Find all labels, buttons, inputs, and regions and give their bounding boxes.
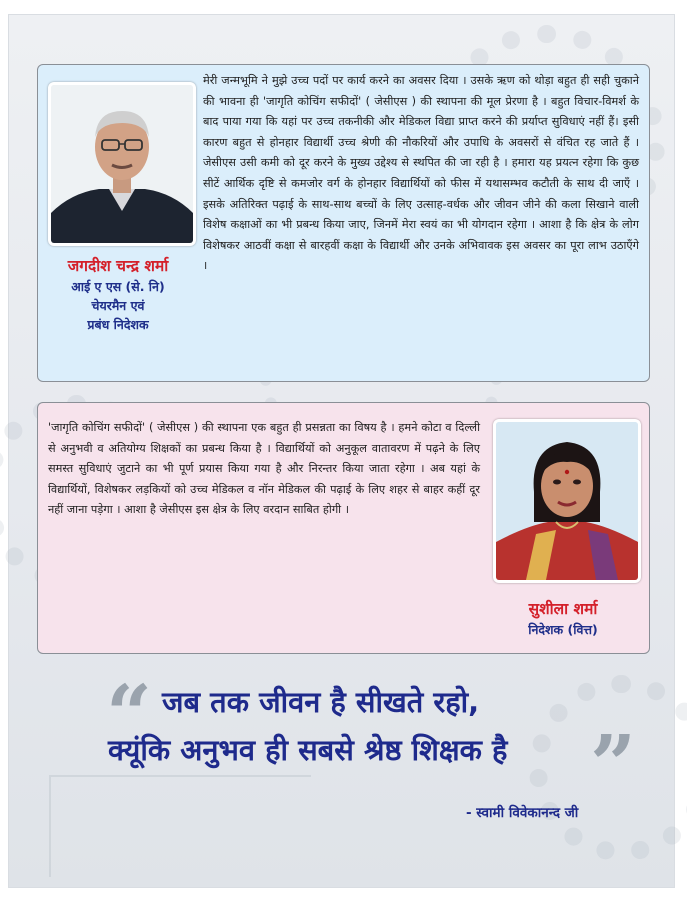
director-name: सुशीला शर्मा [528,600,598,618]
chairman-photo [48,82,196,246]
open-quote-icon: “ [106,667,153,761]
man-portrait-icon [51,85,193,243]
chairman-name-block [38,255,198,334]
director-message-text: 'जागृति कोचिंग सफीदों' ( जेसीएस ) की स्थापना एक बहुत ही प्रसन्नता का विषय है । हमने कोटा व दिल्ली से अनुभवी व अतियोग्य शिक्षकों का प्रबन्ध किया है । विद्यार्थियों को अनुकूल वातावरण में पढ़ने के लिए समस्त सुविधाएं जुटाने का भी पूर्ण प्रयास किया गया है और निरन्तर किया जाता रहेगा । अब यहां के विद्यार्थियों, विशेषकर लड़कियों को उच्च मेडिकल व नॉन मेडिकल की पढ़ाई के लिए शहर से बाहर कहीं दूर नहीं जाना पड़ेगा । आशा है जेसीएस इस क्षेत्र के लिए वरदान साबित होगी । [48,421,480,517]
chairman-designation-md: प्रबंध निदेशक [87,317,149,332]
quote-line-1: जब तक जीवन है सीखते रहो, [162,685,480,719]
director-message-card [37,402,650,654]
director-photo [493,419,641,583]
chairman-designation-chairman: चेयरमैन एवं [91,298,145,313]
woman-portrait-icon [496,422,638,580]
chairman-message-text: मेरी जन्मभूमि ने मुझे उच्च पदों पर कार्य करने का अवसर दिया । उसके ऋण को थोड़ा बहुत ही सही चुकाने की भावना ही 'जागृति कोचिंग सफीदों' ( जेसीएस ) की स्थापना की मूल प्रेरणा है । बहुत विचार-विमर्श के बाद पाया गया कि यहां पर उच्च तकनीकी और मेडिकल विद्या प्राप्त करने की प्रर्याप्त सुविधाएं नहीं हैं। इसी कारण बहुत से होनहार विद्यार्थी उच्च श्रेणी की नौकरियों और उपाधि के अवसरों से वंचित रह जाते हैं । जेसीएस उसी कमी को दूर करने के मुख्य उद्देश्य से स्थपित की जा रही है । हमारा यह प्रयत्न रहेगा कि कुछ सीटें आर्थिक दृष्टि से कमजोर वर्ग के होनहार विद्यार्थियों को फीस में यथासम्भव कटौती के साथ दी जाएँ । इसके अतिरिक्त पढ़ाई के साथ-साथ बच्चों के लिए उत्साह-वर्धक और जीवन जीने की कला सिखाने वाली विशेष कक्षाओं का भी प्रबन्ध किया जाए, जिनमें मेरा स्वयं का भी योगदान रहेगा । आशा है कि क्षेत्र के लोग विशेषकर आठवीं कक्षा से बारहवीं कक्षा के विद्यार्थी और उनके अभिवावक इस अवसर का पूरा लाभ उठाएँगे । [203,74,639,273]
quote-author: - स्वामी विवेकानन्द जी [466,805,579,821]
director-name-block [488,598,638,639]
director-designation: निदेशक (वित्त) [528,622,598,637]
close-quote-icon: ” [590,717,637,811]
quote-line-2: क्यूंकि अनुभव ही सबसे श्रेष्ठ शिक्षक है [108,733,508,767]
chairman-message-card [37,64,650,382]
circuit-decoration [49,775,311,877]
chairman-name: जगदीश चन्द्र शर्मा [67,257,169,275]
chairman-designation-ias: आई ए एस (से. नि) [71,279,165,294]
